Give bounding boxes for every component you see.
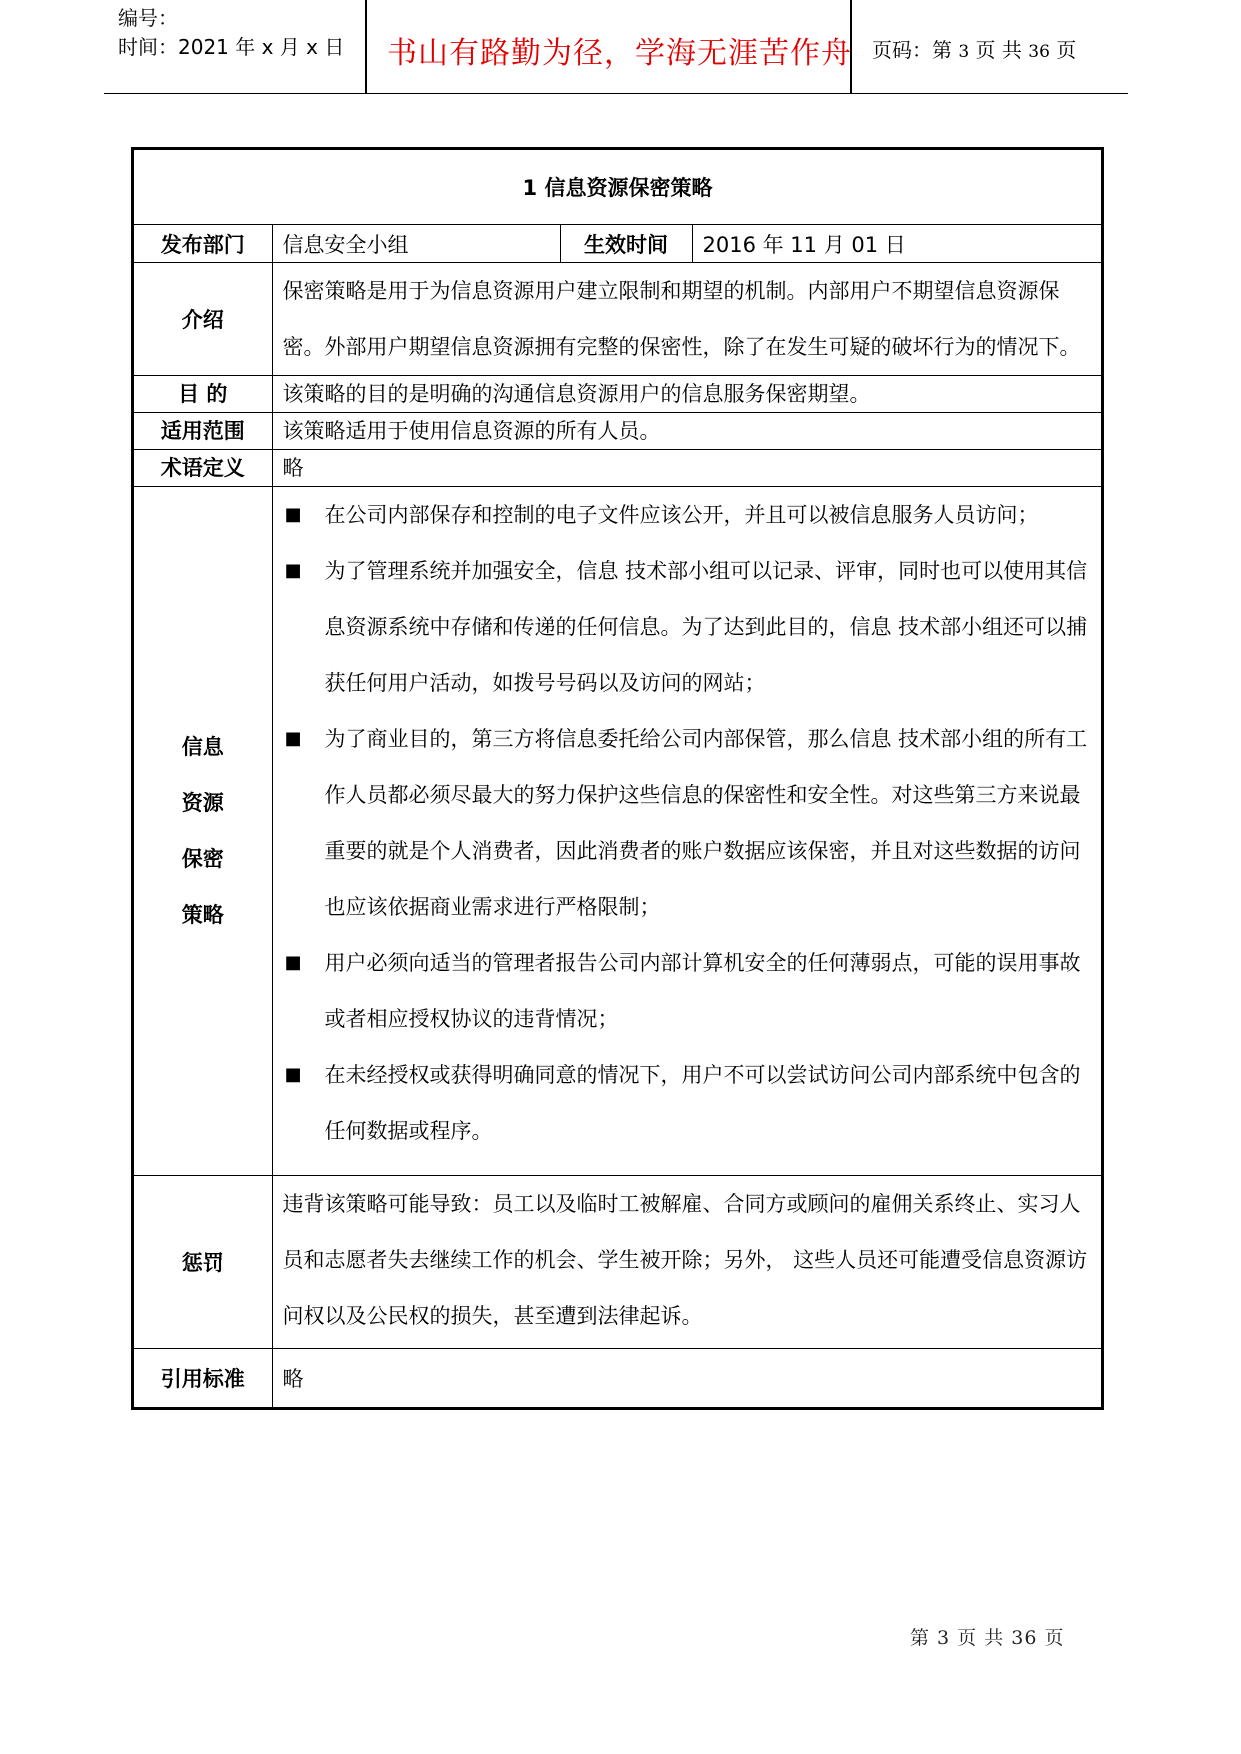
policy-item-text: 用户必须向适当的管理者报告公司内部计算机安全的任何薄弱点，可能的误用事故或者相应授权协议的违背情况； [324,951,1081,1031]
scope-label: 适用范围 [134,413,272,450]
list-item [283,1047,1092,1159]
header-motto: 书山有路勤为径，学海无涯苦作舟 [387,36,852,71]
list-item [283,543,1092,711]
policy-label-line: 信息 [181,735,224,759]
document-time: 时间：2021 年 x 月 x 日 [118,35,345,59]
effective-date-label: 生效时间 [560,225,692,263]
policy-label-line: 保密 [181,847,224,871]
reference-text: 略 [272,1349,1101,1407]
policy-label-line: 资源 [181,791,224,815]
page-total: 36 [1028,42,1050,62]
bullet-icon: ■ [284,728,302,749]
purpose-text: 该策略的目的是明确的沟通信息资源用户的信息服务保密期望。 [272,376,1101,413]
page-prefix: 页码：第 [872,38,952,62]
dept-label: 发布部门 [134,225,272,263]
document-number-label: 编号： [118,6,178,30]
policy-table [131,147,1104,1410]
bullet-icon: ■ [284,1064,302,1085]
terms-text: 略 [272,450,1101,487]
terms-label: 术语定义 [134,450,272,487]
intro-text: 保密策略是用于为信息资源用户建立限制和期望的机制。内部用户不期望信息资源保密。外部用户期望信息资源拥有完整的保密性，除了在发生可疑的破坏行为的情况下。 [272,263,1101,376]
list-item [283,711,1092,935]
dept-value: 信息安全小组 [272,225,560,263]
purpose-label: 目 的 [134,376,272,413]
bullet-icon: ■ [284,504,302,525]
header-page-number [872,34,1076,63]
policy-title: 1 信息资源保密策略 [134,150,1101,225]
bullet-icon: ■ [284,952,302,973]
scope-text: 该策略适用于使用信息资源的所有人员。 [272,413,1101,450]
bullet-icon: ■ [284,560,302,581]
policy-label-line: 策略 [181,903,224,927]
header-divider [365,0,367,93]
list-item [283,487,1092,543]
penalty-label: 惩罚 [134,1176,272,1349]
policy-item-text: 为了管理系统并加强安全，信息 技术部小组可以记录、评审，同时也可以使用其信息资源系统中存储和传递的任何信息。为了达到此目的，信息 技术部小组还可以捕获任何用户活动，如拨号号码以及访问的网站； [324,559,1088,695]
page-mid: 页 共 [975,38,1022,62]
policy-item-text: 在未经授权或获得明确同意的情况下，用户不可以尝试访问公司内部系统中包含的任何数据或程序。 [324,1063,1081,1143]
page-header [104,0,1128,94]
intro-label: 介绍 [134,263,272,376]
page-current: 3 [958,42,970,62]
page-suffix: 页 [1056,38,1077,62]
effective-date-value: 2016 年 11 月 01 日 [692,225,1101,263]
header-meta [118,4,344,62]
policy-item-text: 在公司内部保存和控制的电子文件应该公开，并且可以被信息服务人员访问； [324,503,1039,527]
reference-label: 引用标准 [134,1349,272,1407]
list-item [283,935,1092,1047]
policy-label [134,487,272,1176]
policy-item-text: 为了商业目的，第三方将信息委托给公司内部保管，那么信息 技术部小组的所有工作人员都必须尽最大的努力保护这些信息的保密性和安全性。对这些第三方来说最重要的就是个人消费者，因此消费者的账户数据应该保密，并且对这些数据的访问也应该依据商业需求进行严格限制； [324,727,1088,919]
penalty-text: 违背该策略可能导致：员工以及临时工被解雇、合同方或顾问的雇佣关系终止、实习人员和志愿者失去继续工作的机会、学生被开除；另外， 这些人员还可能遭受信息资源访问权以及公民权的损失，甚至遭到法律起诉。 [272,1176,1101,1349]
policy-items [272,487,1101,1176]
page-footer: 第 3 页 共 36 页 [910,1627,1065,1649]
